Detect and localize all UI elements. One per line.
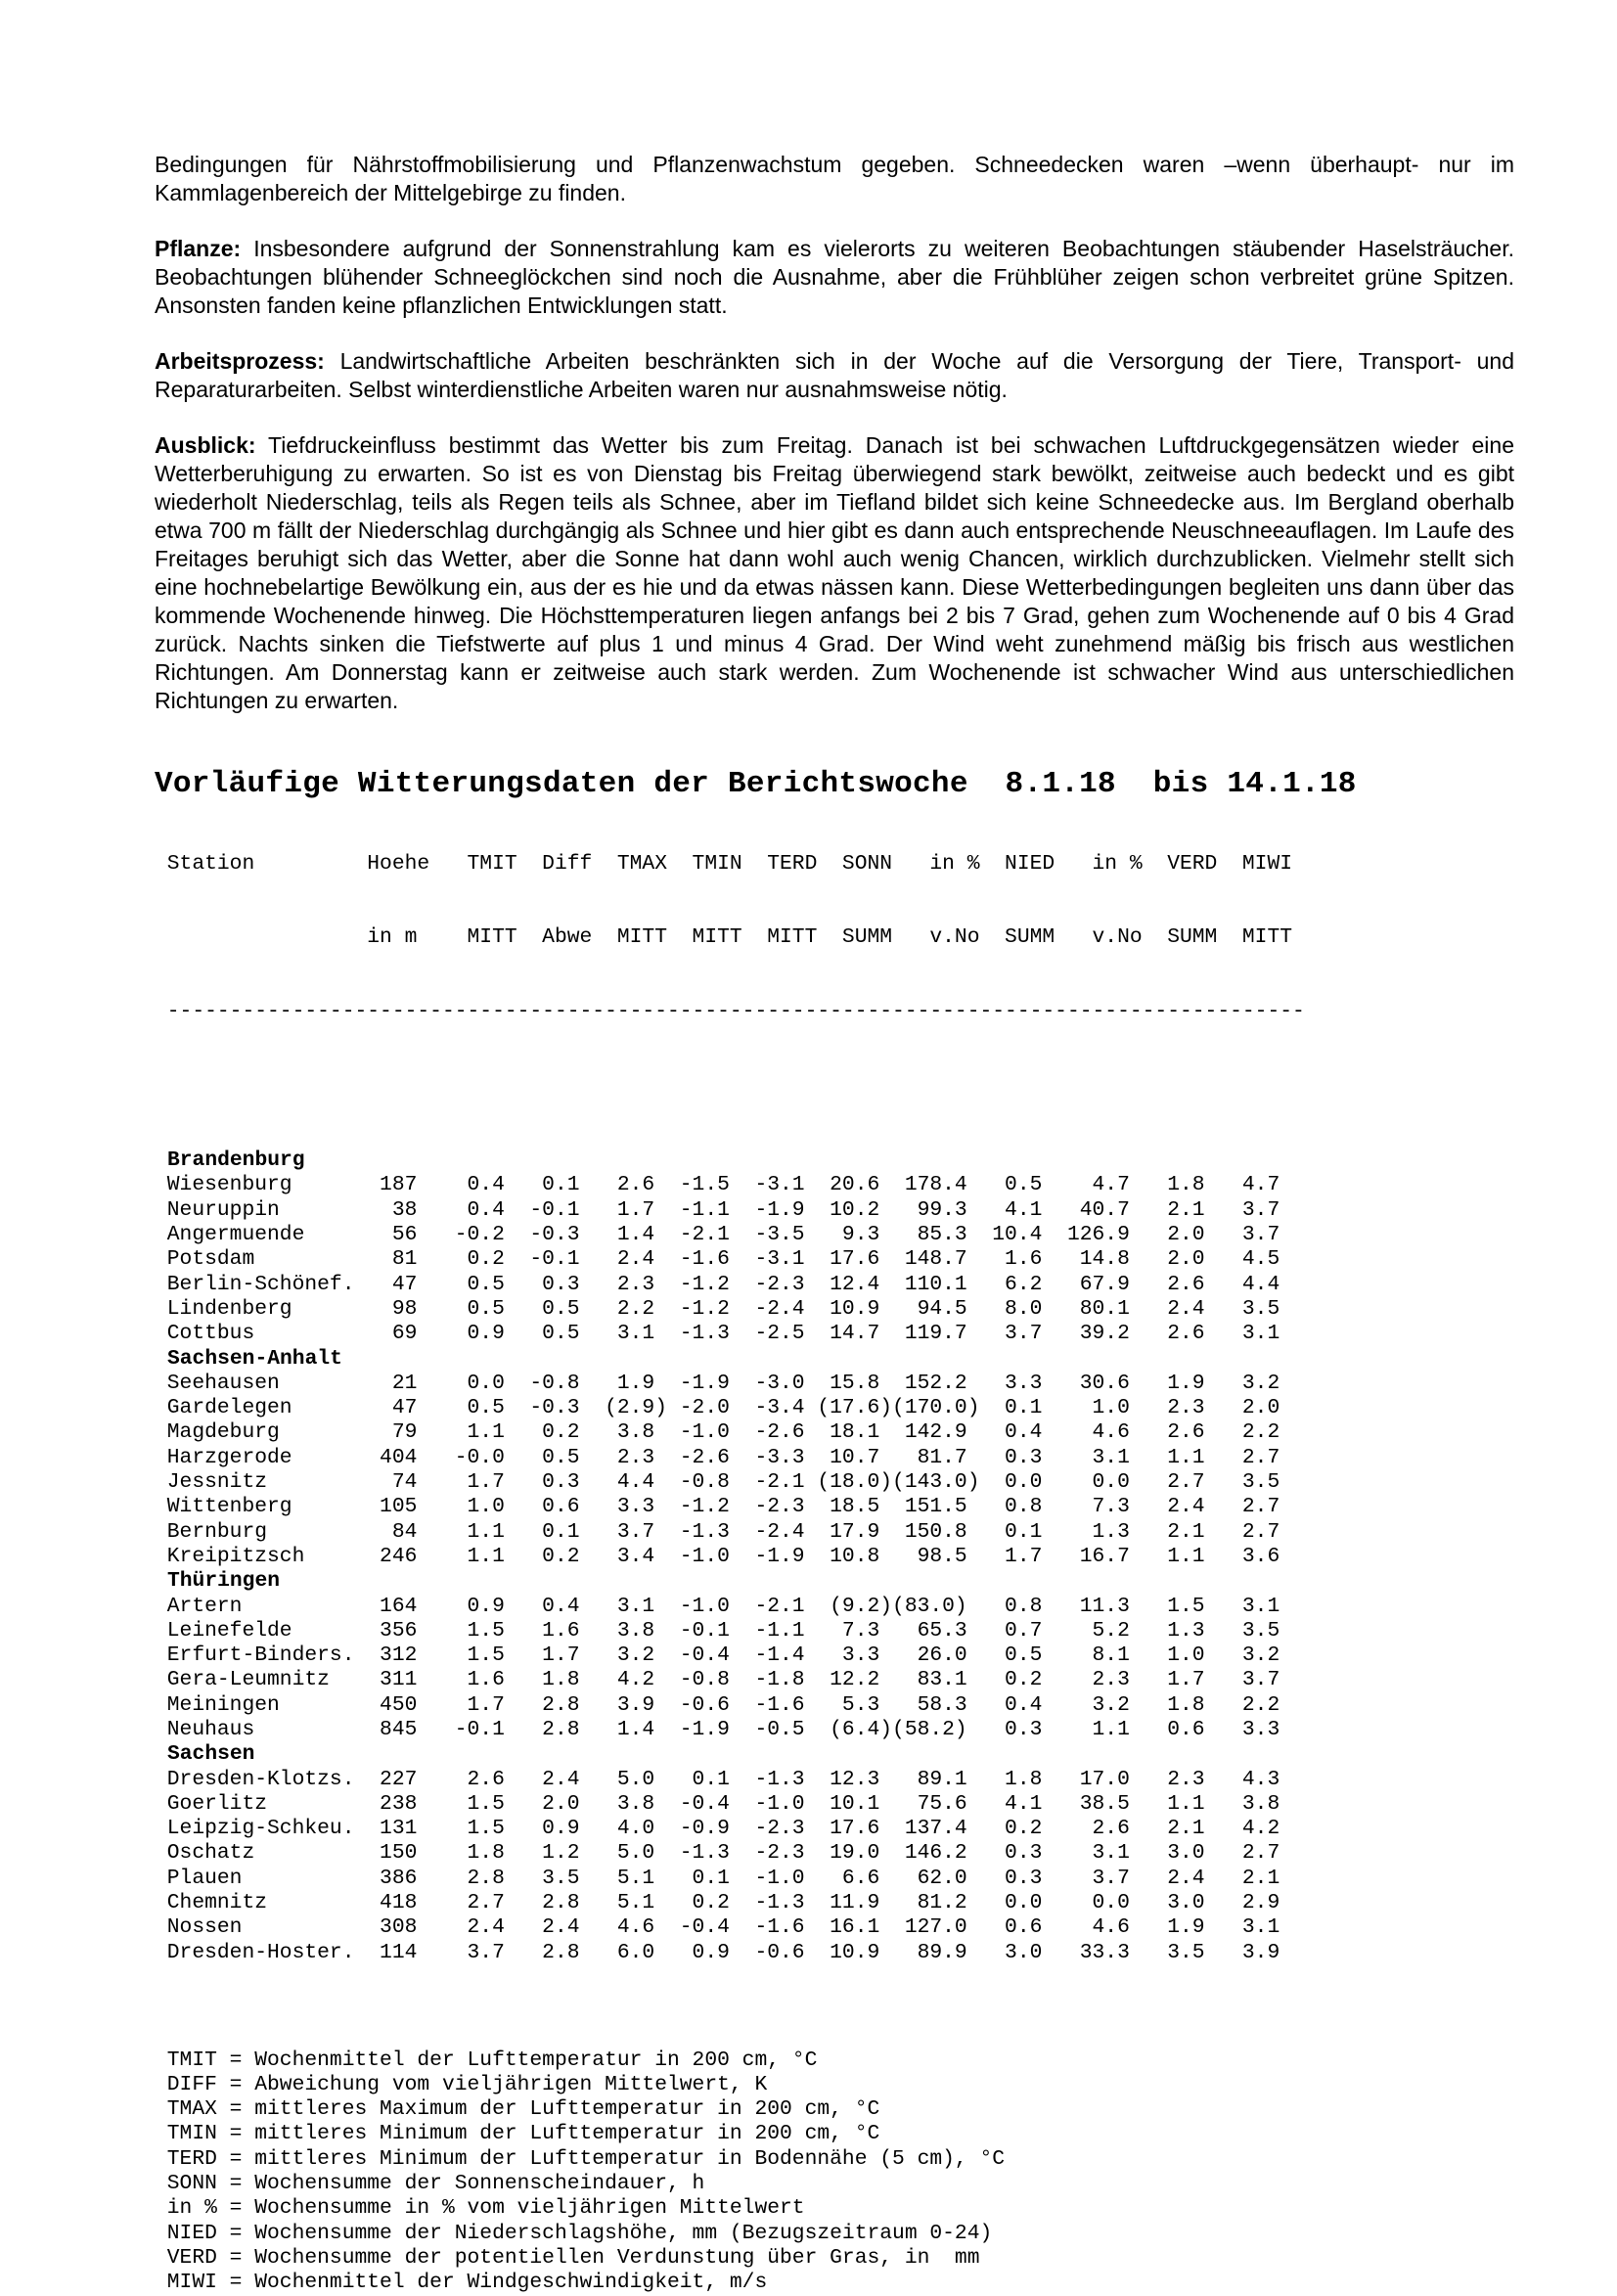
table-row: Goerlitz 238 1.5 2.0 3.8 -0.4 -1.0 10.1 75.6 4.1 38.5 1.1 3.8	[155, 1791, 1280, 1816]
group-heading: Sachsen	[167, 1742, 255, 1767]
paragraph-label: Ausblick:	[155, 432, 256, 458]
legend-line: NIED = Wochensumme der Niederschlagshöhe, mm (Bezugszeitraum 0-24)	[155, 2221, 993, 2245]
table-legend	[155, 2048, 1357, 2296]
legend-line: TERD = mittleres Minimum der Lufttemperatur in Bodennähe (5 cm), °C	[155, 2146, 1006, 2171]
paragraph-ausblick	[155, 431, 1514, 715]
legend-line: VERD = Wochensumme der potentiellen Verdunstung über Gras, in mm	[155, 2245, 980, 2270]
table-title: Vorläufige Witterungsdaten der Berichtswoche 8.1.18 bis 14.1.18	[155, 767, 1357, 801]
table-header-row: Station Hoehe TMIT Diff TMAX TMIN TERD SONN in % NIED in % VERD MIWI	[155, 851, 1292, 876]
table-row: Gardelegen 47 0.5 -0.3 (2.9) -2.0 -3.4 (17.6)(170.0) 0.1 1.0 2.3 2.0	[155, 1396, 1280, 1420]
legend-line: TMAX = mittleres Maximum der Lufttemperatur in 200 cm, °C	[155, 2097, 880, 2122]
legend-line: TMIT = Wochenmittel der Lufttemperatur in 200 cm, °C	[155, 2048, 818, 2072]
table-groups	[155, 1148, 1357, 1965]
table-row: Bernburg 84 1.1 0.1 3.7 -1.3 -2.4 17.9 150.8 0.1 1.3 2.1 2.7	[155, 1519, 1280, 1544]
paragraph-pflanze	[155, 235, 1514, 320]
paragraph-arbeitsprozess	[155, 347, 1514, 404]
table-separator: -------------------------------------------------------------------------------------------	[155, 1000, 1305, 1024]
table-gap	[155, 1074, 1357, 1099]
paragraph-intro	[155, 151, 1514, 207]
legend-line: DIFF = Abweichung vom vieljährigen Mittelwert, K	[155, 2072, 768, 2096]
table-row: Harzgerode 404 -0.0 0.5 2.3 -2.6 -3.3 10.7 81.7 0.3 3.1 1.1 2.7	[155, 1445, 1280, 1469]
table-row: Seehausen 21 0.0 -0.8 1.9 -1.9 -3.0 15.8 152.2 3.3 30.6 1.9 3.2	[155, 1371, 1280, 1395]
table-row: Nossen 308 2.4 2.4 4.6 -0.4 -1.6 16.1 127.0 0.6 4.6 1.9 3.1	[155, 1915, 1280, 1940]
table-row: Neuruppin 38 0.4 -0.1 1.7 -1.1 -1.9 10.2 99.3 4.1 40.7 2.1 3.7	[155, 1197, 1280, 1222]
legend-line: TMIN = mittleres Minimum der Lufttemperatur in 200 cm, °C	[155, 2122, 880, 2146]
table-body	[155, 802, 1357, 2015]
table-row: Neuhaus 845 -0.1 2.8 1.4 -1.9 -0.5 (6.4)(58.2) 0.3 1.1 0.6 3.3	[155, 1717, 1280, 1741]
paragraph-label: Pflanze:	[155, 236, 242, 261]
table-row: Leipzig-Schkeu. 131 1.5 0.9 4.0 -0.9 -2.3 17.6 137.4 0.2 2.6 2.1 4.2	[155, 1817, 1280, 1841]
table-row: Cottbus 69 0.9 0.5 3.1 -1.3 -2.5 14.7 119.7 3.7 39.2 2.6 3.1	[155, 1322, 1280, 1346]
paragraph-label: Arbeitsprozess:	[155, 348, 325, 374]
table-row: Lindenberg 98 0.5 0.5 2.2 -1.2 -2.4 10.9 94.5 8.0 80.1 2.4 3.5	[155, 1296, 1280, 1321]
table-row: Chemnitz 418 2.7 2.8 5.1 0.2 -1.3 11.9 81.2 0.0 0.0 3.0 2.9	[155, 1891, 1280, 1915]
spacer	[155, 2015, 1357, 2048]
table-row: Wittenberg 105 1.0 0.6 3.3 -1.2 -2.3 18.5 151.5 0.8 7.3 2.4 2.7	[155, 1495, 1280, 1519]
weather-data-table	[155, 767, 1357, 2296]
table-header-row: in m MITT Abwe MITT MITT MITT SUMM v.No SUMM v.No SUMM MITT	[155, 925, 1292, 950]
legend-line: MIWI = Wochenmittel der Windgeschwindigkeit, m/s	[155, 2271, 768, 2295]
paragraph-text: Bedingungen für Nährstoffmobilisierung und Pflanzenwachstum gegeben. Schneedecken waren –wenn überhaupt- nur im Kammlagenbereich der Mittelgebirge zu finden.	[155, 152, 1514, 205]
paragraph-text: Tiefdruckeinfluss bestimmt das Wetter bis zum Freitag. Danach ist bei schwachen Luftdruckgegensätzen wieder eine Wetterberuhigung zu erwarten. So ist es von Dienstag bis Freitag überwiegend stark bewölkt, zeitweise auch bedeckt und es gibt wiederholt Niederschlag, teils als Regen teils als Schnee, aber im Tiefland bildet sich keine Schneedecke aus. Im Bergland oberhalb etwa 700 m fällt der Niederschlag durchgängig als Schnee und hier gibt es dann auch entsprechende Neuschneeauflagen. Im Laufe des Freitages beruhigt sich das Wetter, aber die Sonne hat dann wohl auch wenig Chancen, wirklich durchzublicken. Vielmehr stellt sich eine hochnebelartige Bewölkung ein, aus der es hie und da etwas nässen kann. Diese Wetterbedingungen begleiten uns dann über das kommende Wochenende hinweg. Die Höchsttemperaturen liegen anfangs bei 2 bis 7 Grad, gehen zum Wochenende auf 0 bis 4 Grad zurück. Nachts sinken die Tiefstwerte auf plus 1 und minus 4 Grad. Der Wind weht zunehmend mäßig bis frisch aus westlichen Richtungen. Am Donnerstag kann er zeitweise auch stark werden. Zum Wochenende ist schwacher Wind aus unterschiedlichen Richtungen zu erwarten.	[155, 432, 1514, 713]
table-row: Angermuende 56 -0.2 -0.3 1.4 -2.1 -3.5 9.3 85.3 10.4 126.9 2.0 3.7	[155, 1223, 1280, 1247]
table-row: Berlin-Schönef. 47 0.5 0.3 2.3 -1.2 -2.3 12.4 110.1 6.2 67.9 2.6 4.4	[155, 1272, 1280, 1296]
table-row: Erfurt-Binders. 312 1.5 1.7 3.2 -0.4 -1.4 3.3 26.0 0.5 8.1 1.0 3.2	[155, 1643, 1280, 1668]
group-heading: Sachsen-Anhalt	[167, 1346, 342, 1371]
legend-line: in % = Wochensumme in % vom vieljährigen Mittelwert	[155, 2196, 805, 2221]
table-row: Wiesenburg 187 0.4 0.1 2.6 -1.5 -3.1 20.6 178.4 0.5 4.7 1.8 4.7	[155, 1173, 1280, 1197]
group-heading: Brandenburg	[167, 1148, 305, 1173]
report-text	[155, 151, 1514, 715]
group-heading: Thüringen	[167, 1569, 281, 1594]
paragraph-text: Insbesondere aufgrund der Sonnenstrahlung kam es vielerorts zu weiteren Beobachtungen stäubender Haselsträucher. Beobachtungen blühender Schneeglöckchen sind noch die Ausnahme, aber die Frühblüher zeigen schon verbreitet grüne Spitzen. Ansonsten fanden keine pflanzlichen Entwicklungen statt.	[155, 236, 1514, 318]
table-row: Dresden-Hoster. 114 3.7 2.8 6.0 0.9 -0.6 10.9 89.9 3.0 33.3 3.5 3.9	[155, 1940, 1280, 1964]
table-row: Plauen 386 2.8 3.5 5.1 0.1 -1.0 6.6 62.0 0.3 3.7 2.4 2.1	[155, 1866, 1280, 1890]
table-row: Gera-Leumnitz 311 1.6 1.8 4.2 -0.8 -1.8 12.2 83.1 0.2 2.3 1.7 3.7	[155, 1668, 1280, 1692]
table-row: Potsdam 81 0.2 -0.1 2.4 -1.6 -3.1 17.6 148.7 1.6 14.8 2.0 4.5	[155, 1247, 1280, 1272]
table-row: Artern 164 0.9 0.4 3.1 -1.0 -2.1 (9.2)(83.0) 0.8 11.3 1.5 3.1	[155, 1594, 1280, 1618]
table-row: Leinefelde 356 1.5 1.6 3.8 -0.1 -1.1 7.3 65.3 0.7 5.2 1.3 3.5	[155, 1618, 1280, 1643]
legend-line: SONN = Wochensumme der Sonnenscheindauer, h	[155, 2172, 705, 2196]
table-row: Magdeburg 79 1.1 0.2 3.8 -1.0 -2.6 18.1 142.9 0.4 4.6 2.6 2.2	[155, 1420, 1280, 1445]
table-row: Jessnitz 74 1.7 0.3 4.4 -0.8 -2.1 (18.0)(143.0) 0.0 0.0 2.7 3.5	[155, 1470, 1280, 1495]
table-row: Oschatz 150 1.8 1.2 5.0 -1.3 -2.3 19.0 146.2 0.3 3.1 3.0 2.7	[155, 1841, 1280, 1866]
table-row: Dresden-Klotzs. 227 2.6 2.4 5.0 0.1 -1.3 12.3 89.1 1.8 17.0 2.3 4.3	[155, 1767, 1280, 1791]
table-row: Kreipitzsch 246 1.1 0.2 3.4 -1.0 -1.9 10.8 98.5 1.7 16.7 1.1 3.6	[155, 1544, 1280, 1568]
paragraph-text: Landwirtschaftliche Arbeiten beschränkten sich in der Woche auf die Versorgung der Tiere, Transport- und Reparaturarbeiten. Selbst winterdienstliche Arbeiten waren nur ausnahmsweise nötig.	[155, 348, 1514, 402]
table-row: Meiningen 450 1.7 2.8 3.9 -0.6 -1.6 5.3 58.3 0.4 3.2 1.8 2.2	[155, 1692, 1280, 1717]
